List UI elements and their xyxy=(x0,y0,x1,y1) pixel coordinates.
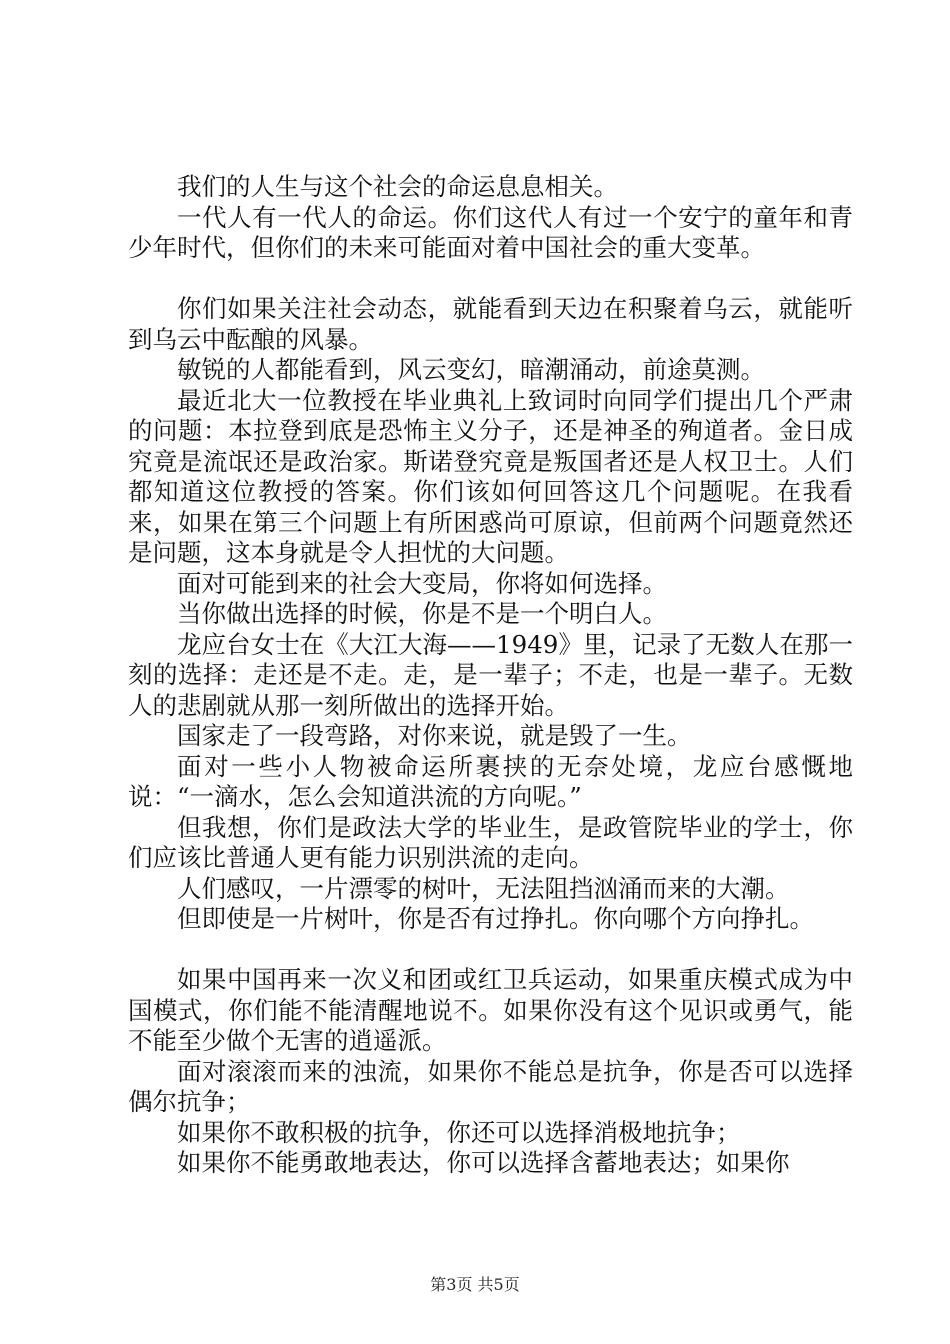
paragraph: 面对可能到来的社会大变局，你将如何选择。 xyxy=(177,568,667,598)
paragraph: 如果你不能勇敢地表达，你可以选择含蓄地表达；如果你 xyxy=(177,1148,790,1177)
paragraph: 人们感叹，一片漂零的树叶，无法阻挡汹涌而来的大潮。 xyxy=(177,873,790,903)
paragraph: 最近北大一位教授在毕业典礼上致词时向同学们提出几个严肃的问题：本拉登到底是恐怖主义分子，还是神圣的殉道者。金日成究竟是流氓还是政治家。斯诺登究竟是叛国者还是人权卫士。人们都知道这位教授的答案。你们该如何回答这几个问题呢。在我看来，如果在第三个问题上有所困惑尚可原谅，但前两个问题竟然还是问题，这本身就是令人担忧的大问题。 xyxy=(128,385,853,567)
paragraph: 龙应台女士在《大江大海——1949》里，记录了无数人在那一刻的选择：走还是不走。走，是一辈子；不走，也是一辈子。无数人的悲剧就从那一刻所做出的选择开始。 xyxy=(128,629,853,720)
paragraph: 如果中国再来一次义和团或红卫兵运动，如果重庆模式成为中国模式，你们能不能清醒地说不。如果你没有这个见识或勇气，能不能至少做个无害的逍遥派。 xyxy=(128,965,853,1055)
paragraph: 当你做出选择的时候，你是不是一个明白人。 xyxy=(177,599,667,628)
paragraph: 你们如果关注社会动态，就能看到天边在积聚着乌云，就能听到乌云中酝酿的风暴。 xyxy=(128,294,853,354)
paragraph: 但即使是一片树叶，你是否有过挣扎。你向哪个方向挣扎。 xyxy=(177,904,814,933)
paragraph: 面对滚滚而来的浊流，如果你不能总是抗争，你是否可以选择偶尔抗争； xyxy=(128,1056,853,1116)
paragraph: 国家走了一段弯路，对你来说，就是毁了一生。 xyxy=(177,721,692,750)
paragraph: 一代人有一代人的命运。你们这代人有过一个安宁的童年和青少年时代，但你们的未来可能面对着中国社会的重大变革。 xyxy=(128,202,853,262)
paragraph: 敏锐的人都能看到，风云变幻，暗潮涌动，前途莫测。 xyxy=(177,355,765,384)
paragraph: 但我想，你们是政法大学的毕业生，是政管院毕业的学士，你们应该比普通人更有能力识别洪流的走向。 xyxy=(128,812,853,872)
paragraph: 面对一些小人物被命运所裹挟的无奈处境，龙应台感慨地说：“一滴水，怎么会知道洪流的方向呢。” xyxy=(128,751,853,811)
page-body xyxy=(128,172,853,1179)
page-number-footer: 第3页 共5页 xyxy=(430,1275,520,1294)
paragraph: 如果你不敢积极的抗争，你还可以选择消极地抗争； xyxy=(177,1117,741,1147)
paragraph: 我们的人生与这个社会的命运息息相关。 xyxy=(177,172,618,201)
paragraph-gap xyxy=(128,935,853,966)
paragraph-gap xyxy=(128,264,853,295)
